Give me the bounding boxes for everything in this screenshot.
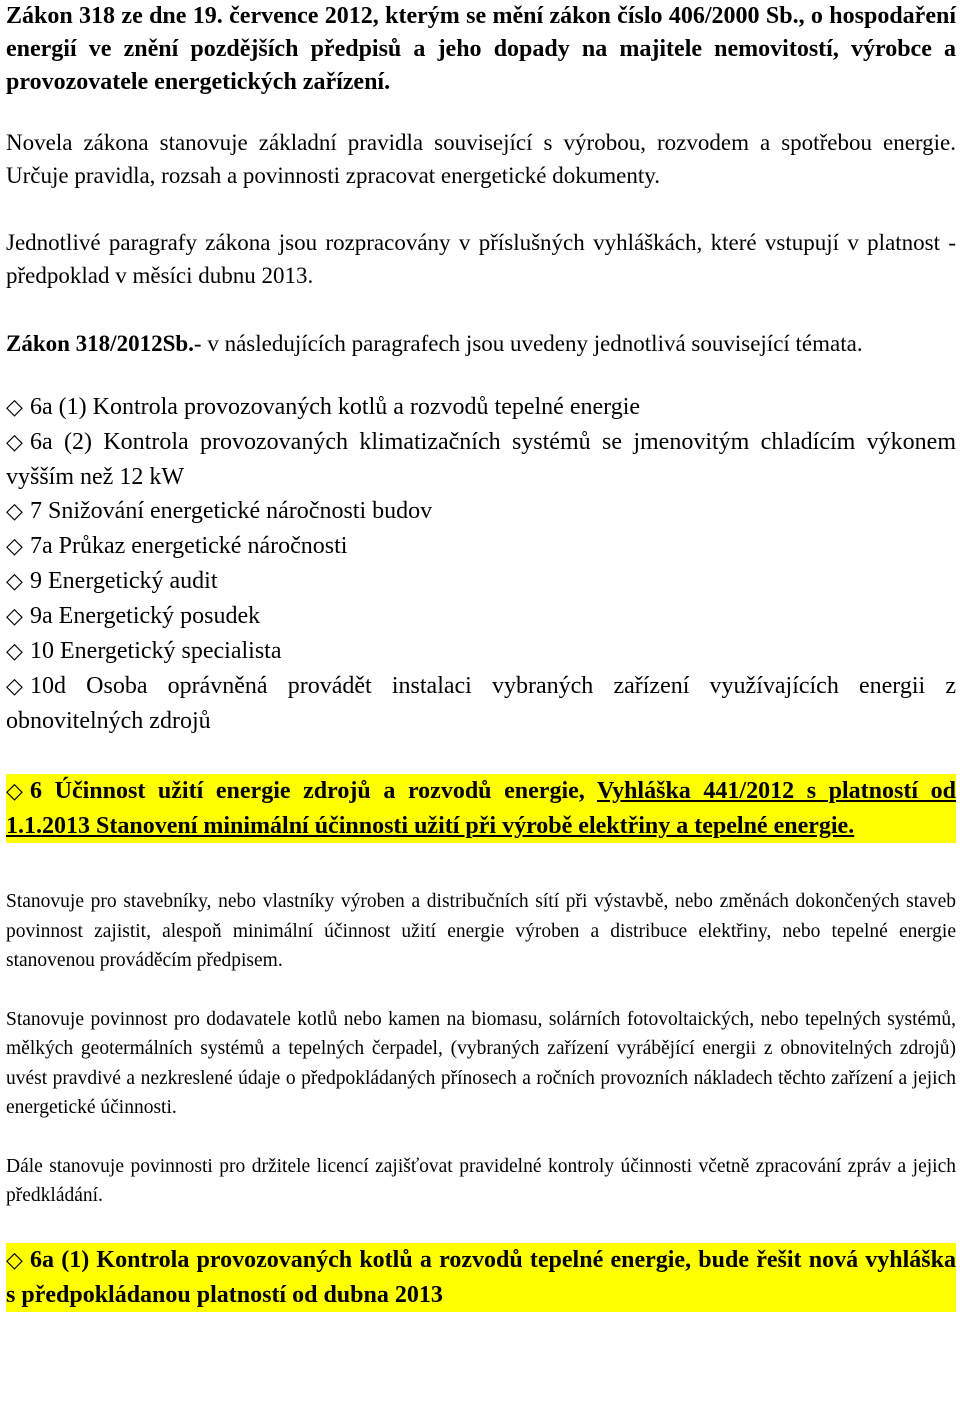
document-title: Zákon 318 ze dne 19. července 2012, kterým se mění zákon číslo 406/2000 Sb., o hospodaření energií ve znění pozdějších předpisů a jeho dopady na majitele nemovitostí, výrobce a provozovatele energetických zařízení. (6, 3, 956, 95)
list-item: ◇ 7a Průkaz energetické náročnosti (6, 529, 956, 564)
body-paragraph-3: Dále stanovuje povinnosti pro držitele licencí zajišťovat pravidelné kontroly účinnosti včetně zpracování zpráv a jejich předkládání. (6, 1155, 956, 1206)
highlight-section-2 (6, 1243, 956, 1312)
list-item: ◇ 9a Energetický posudek (6, 599, 956, 634)
body-paragraph-2: Stanovuje povinnost pro dodavatele kotlů nebo kamen na biomasu, solárních fotovoltaických, nebo tepelných systémů, mělkých geotermálních systémů a tepelných čerpadel, (vybraných zařízení vyrábějící energii z obnovitelných zdrojů) uvést pravdivé a nezkreslené údaje o předpokládaných přínosech a ročních provozních nákladech těchto zařízení a jejich energetické účinnosti. (6, 1008, 956, 1118)
diamond-outline-icon: ◇ (6, 604, 23, 629)
diamond-outline-icon: ◇ (6, 569, 23, 594)
intro-paragraph-2: Jednotlivé paragrafy zákona jsou rozpracovány v příslušných vyhláškách, které vstupují v platnost - předpoklad v měsíci dubnu 2013. (6, 230, 956, 288)
diamond-outline-icon: ◇ (6, 499, 23, 524)
diamond-outline-icon: ◇ (6, 430, 23, 455)
list-item: ◇ 10 Energetický specialista (6, 634, 956, 669)
highlight-section-2-text: 6a (1) Kontrola provozovaných kotlů a rozvodů tepelné energie, bude řešit nová vyhláška s předpokládanou platností od dubna 2013 (6, 1246, 956, 1308)
diamond-outline-icon: ◇ (6, 639, 23, 664)
highlight-section-1 (6, 774, 956, 843)
law-reference-bold: Zákon 318/2012Sb. (6, 331, 194, 356)
list-item: ◇ 10d Osoba oprávněná provádět instalaci vybraných zařízení využívajících energii z obnovitelných zdrojů (6, 669, 956, 738)
regulation-link: Vyhláška 441/2012 s platností od 1.1.2013 Stanovení minimální účinnosti užití při výrobě elektřiny a tepelné energie. (6, 778, 956, 839)
diamond-outline-icon: ◇ (6, 395, 23, 420)
list-item: ◇ 6a (2) Kontrola provozovaných klimatizačních systémů se jmenovitým chladícím výkonem vyšším než 12 kW (6, 425, 956, 494)
topics-list (6, 390, 956, 738)
diamond-outline-icon: ◇ (6, 779, 23, 804)
highlight-section-1-plain: 6 Účinnost užití energie zdrojů a rozvodů energie, (30, 778, 597, 804)
list-item: ◇ 6a (1) Kontrola provozovaných kotlů a rozvodů tepelné energie (6, 390, 956, 425)
list-item: ◇ 7 Snižování energetické náročnosti budov (6, 494, 956, 529)
intro-paragraph-1: Novela zákona stanovuje základní pravidla související s výrobou, rozvodem a spotřebou energie. Určuje pravidla, rozsah a povinnosti zpracovat energetické dokumenty. (6, 130, 956, 188)
law-reference-rest: - v následujících paragrafech jsou uvedeny jednotlivá související témata. (193, 331, 863, 356)
diamond-outline-icon: ◇ (6, 674, 23, 699)
list-item: ◇ 9 Energetický audit (6, 564, 956, 599)
diamond-outline-icon: ◇ (6, 534, 23, 559)
diamond-outline-icon: ◇ (6, 1247, 23, 1273)
law-reference-paragraph (6, 327, 956, 360)
body-paragraph-1: Stanovuje pro stavebníky, nebo vlastníky výroben a distribučních sítí při výstavbě, nebo změnách dokončených staveb povinnost zajistit, alespoň minimální účinnost užití energie výroben a distribuce elektřiny, nebo tepelné energie stanovenou prováděcím předpisem. (6, 891, 956, 971)
